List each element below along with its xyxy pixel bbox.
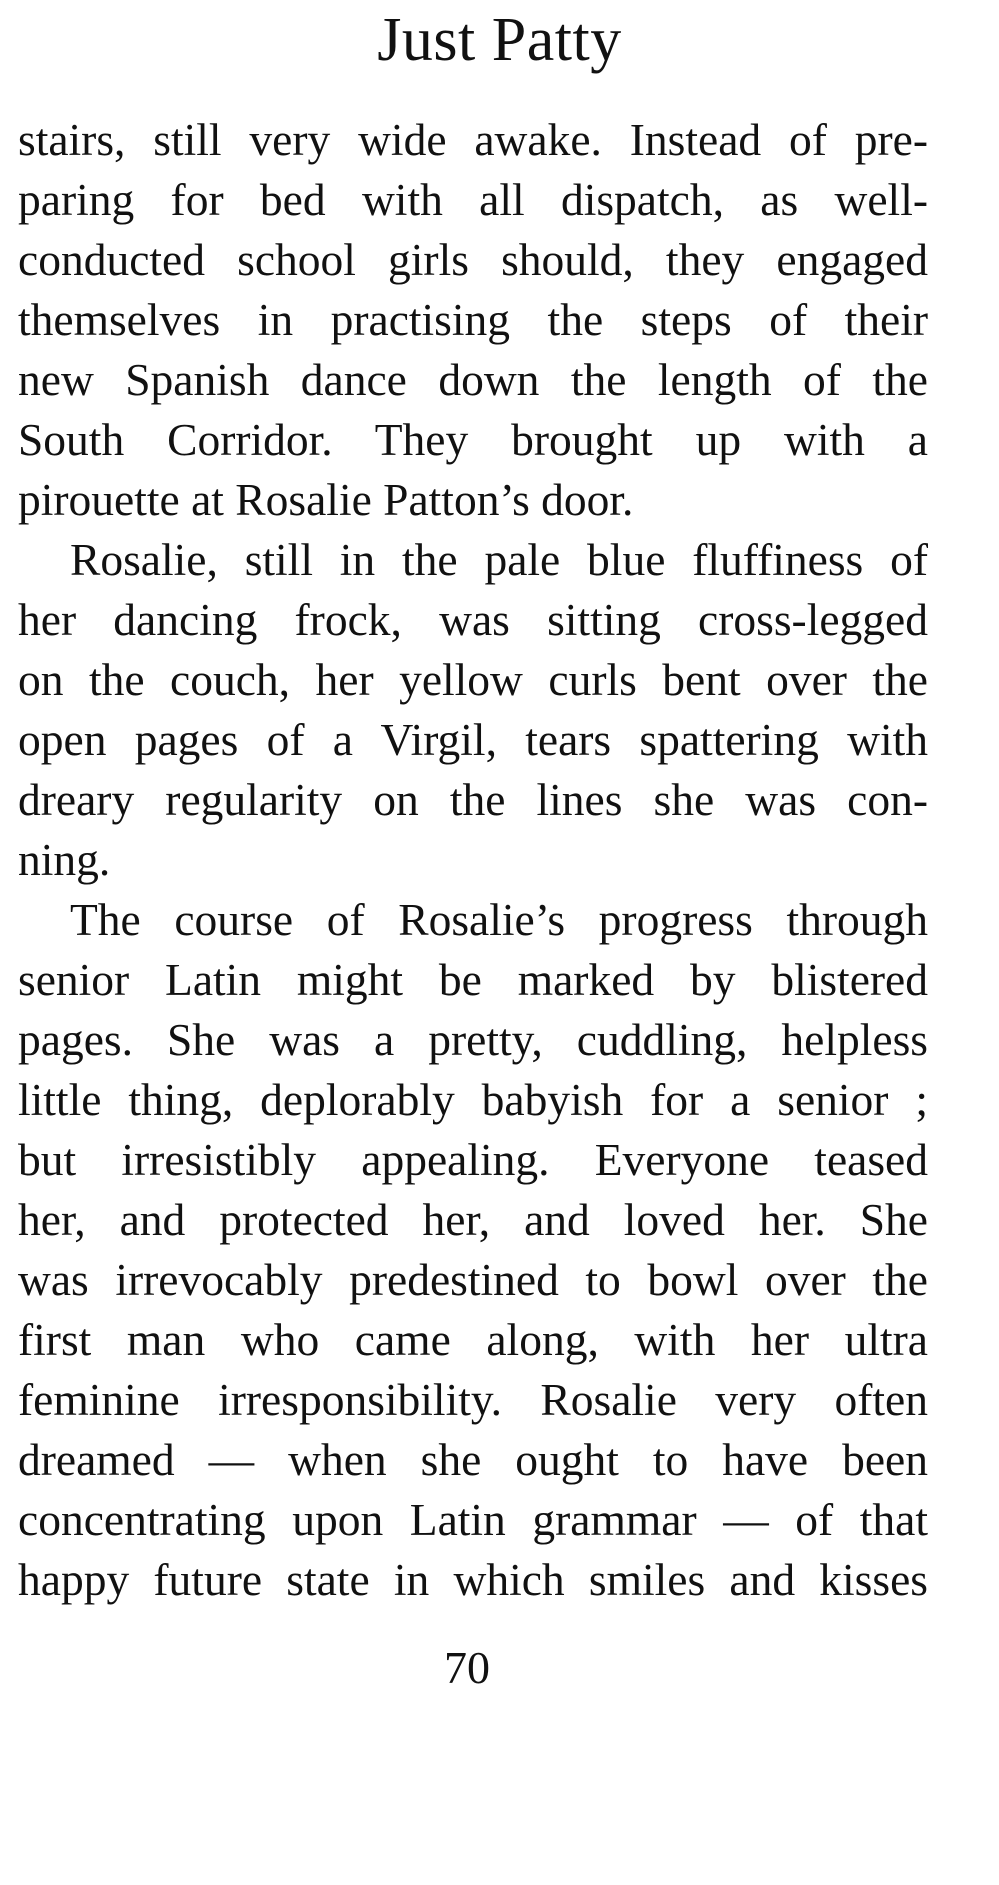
text-line: South Corridor. They brought up with a [18, 414, 928, 465]
text-line: stairs, still very wide awake. Instead of pre- [18, 114, 928, 165]
text-line: new Spanish dance down the length of the [18, 354, 928, 405]
text-line: conducted school girls should, they engaged [18, 234, 928, 285]
text-line: ning. [18, 834, 111, 885]
text-line: but irresistibly appealing. Everyone teased [18, 1134, 928, 1185]
text-line: feminine irresponsibility. Rosalie very often [18, 1374, 928, 1425]
text-line: her, and protected her, and loved her. She [18, 1194, 928, 1245]
paragraph-first-line: The course of Rosalie’s progress through [70, 894, 928, 945]
text-line: themselves in practising the steps of their [18, 294, 928, 345]
text-line: open pages of a Virgil, tears spattering with [18, 714, 928, 765]
running-head: Just Patty [377, 6, 622, 74]
page-number: 70 [444, 1642, 490, 1693]
text-line: concentrating upon Latin grammar — of that [18, 1494, 928, 1545]
paragraph-first-line: Rosalie, still in the pale blue fluffiness of [70, 534, 928, 585]
page-body-text [18, 110, 928, 1610]
text-line: senior Latin might be marked by blistered [18, 954, 928, 1005]
text-line: dreary regularity on the lines she was con- [18, 774, 928, 825]
text-line: was irrevocably predestined to bowl over the [18, 1254, 928, 1305]
text-line: dreamed — when she ought to have been [18, 1434, 928, 1485]
text-line: pages. She was a pretty, cuddling, helpless [18, 1014, 928, 1065]
text-line: her dancing frock, was sitting cross-legged [18, 594, 928, 645]
text-line: little thing, deplorably babyish for a senior ; [18, 1074, 928, 1125]
text-line: pirouette at Rosalie Patton’s door. [18, 474, 634, 525]
text-line: first man who came along, with her ultra [18, 1314, 928, 1365]
text-line: on the couch, her yellow curls bent over the [18, 654, 928, 705]
text-line: happy future state in which smiles and kisses [18, 1554, 928, 1605]
text-line: paring for bed with all dispatch, as well- [18, 174, 928, 225]
